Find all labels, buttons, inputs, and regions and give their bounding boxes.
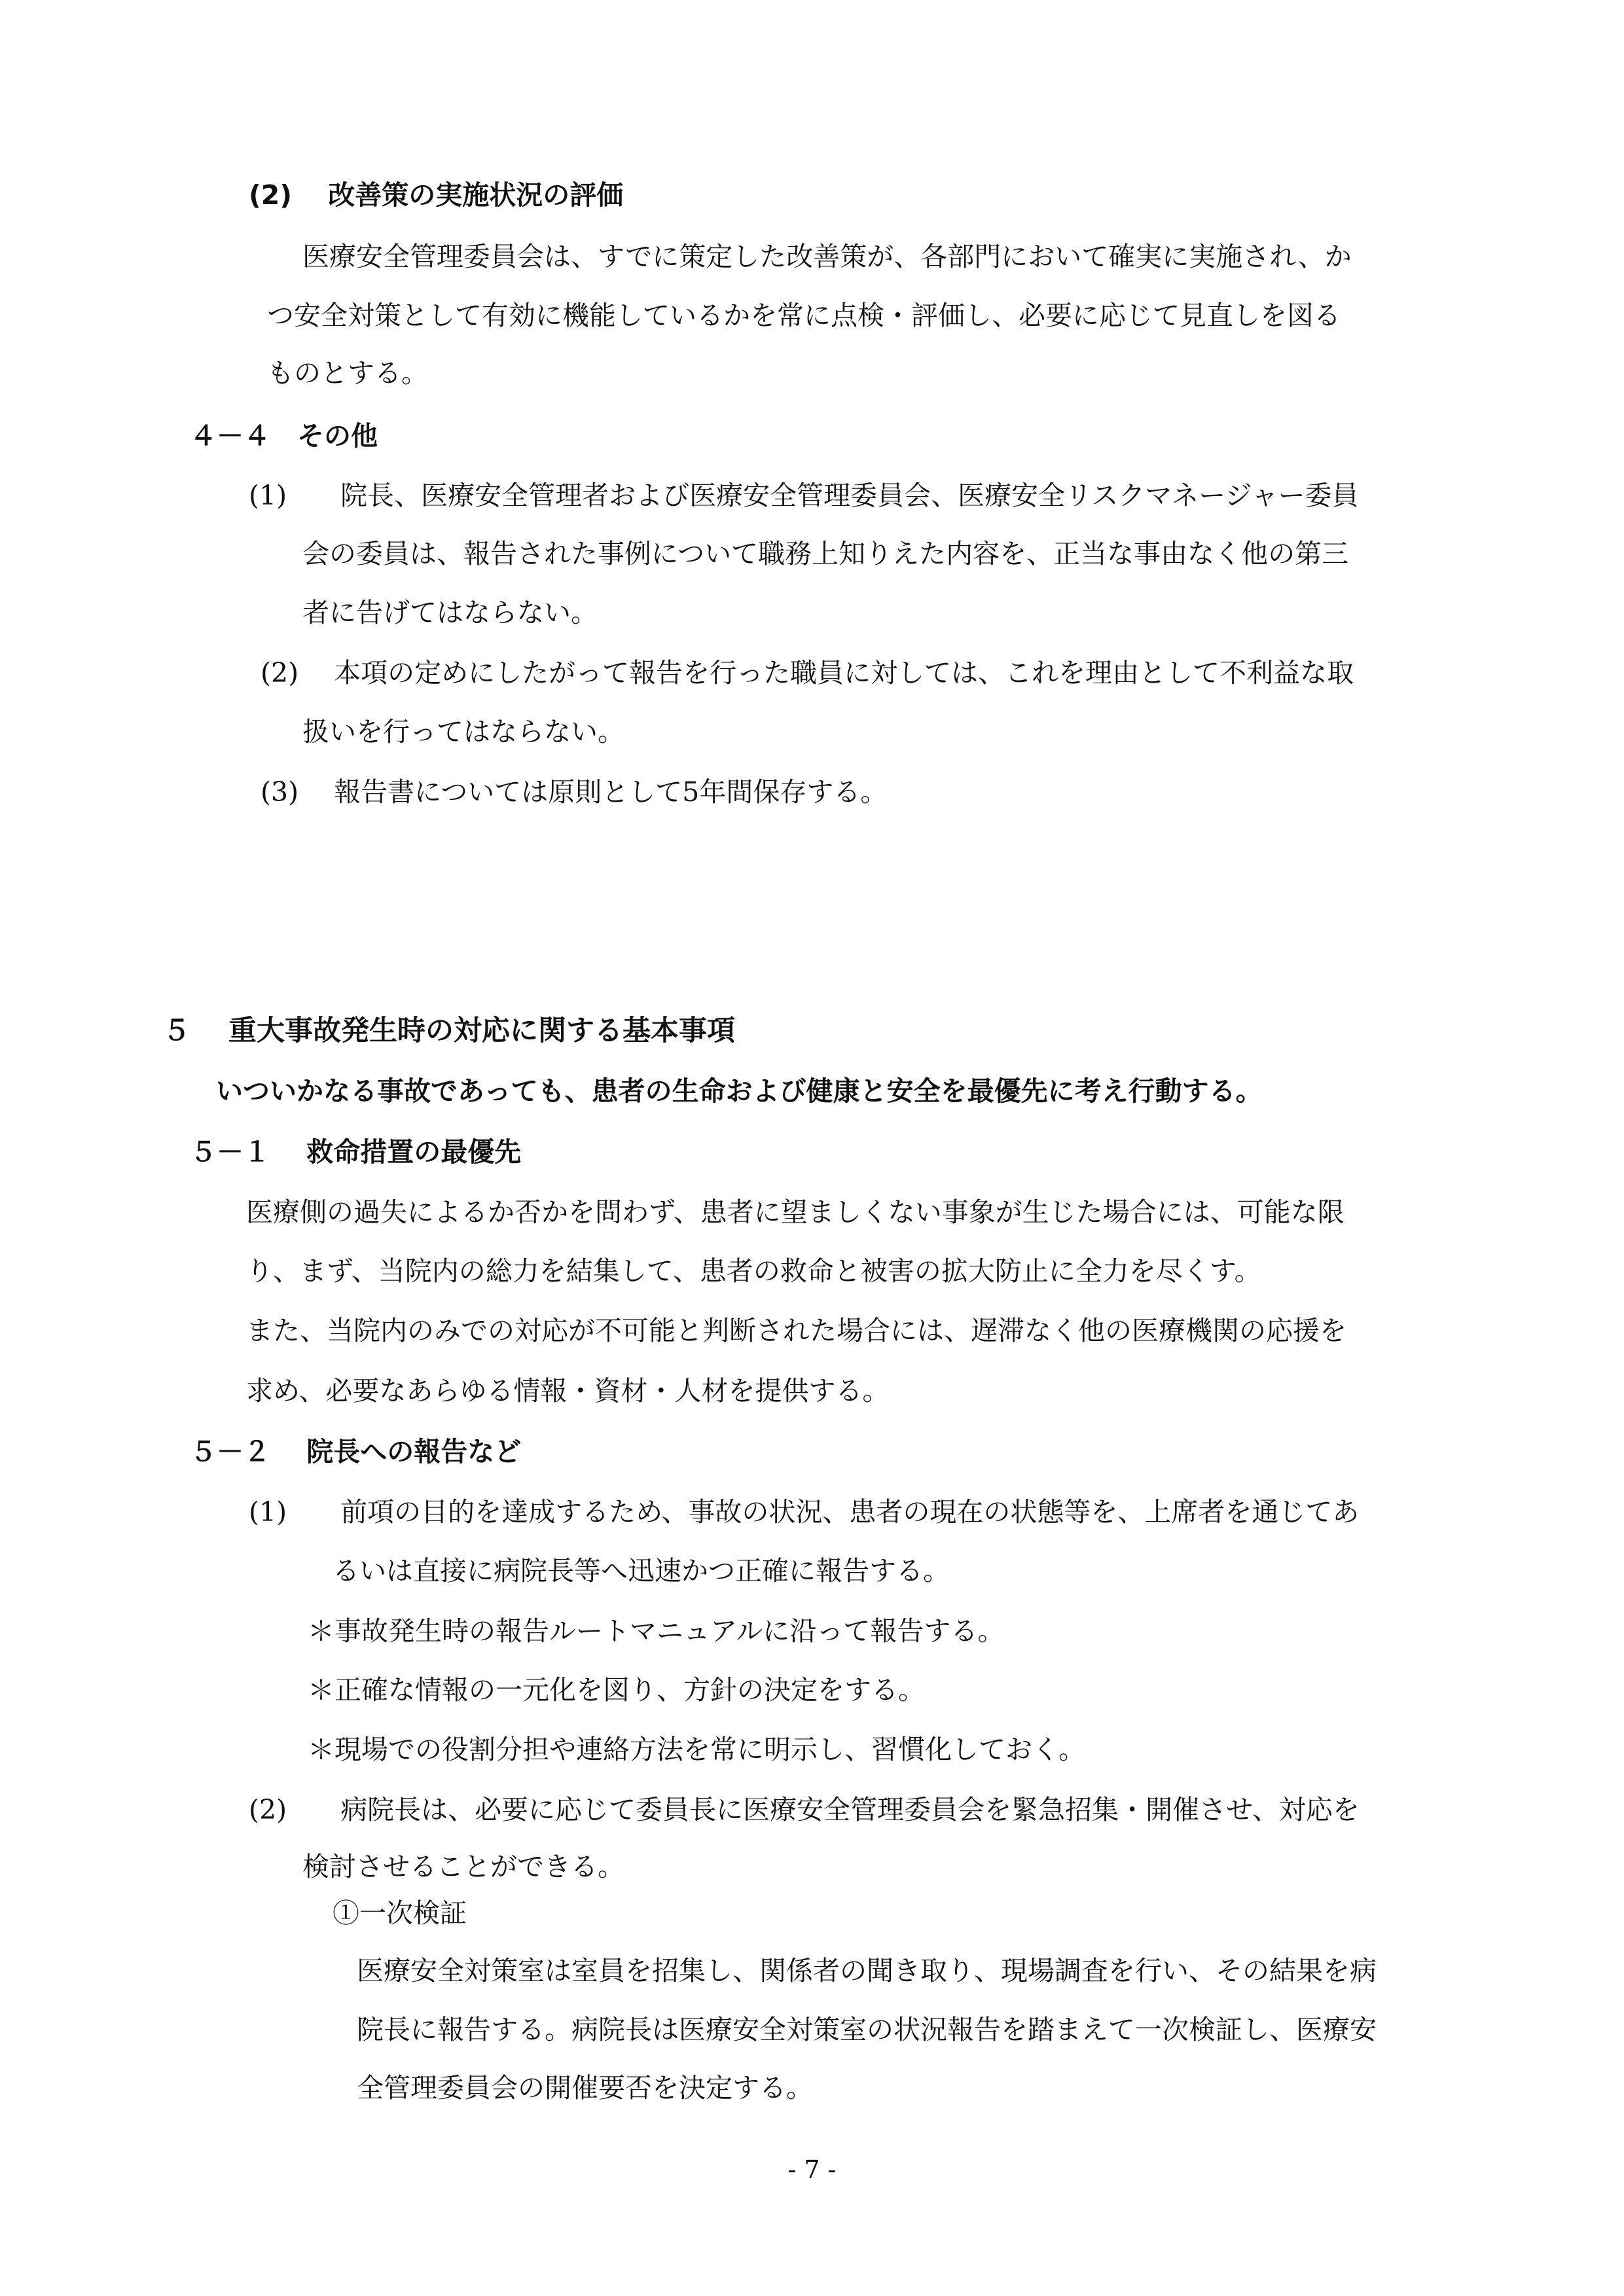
- paragraph-line: 医療安全管理委員会は、すでに策定した改善策が、各部門において確実に実施され、か: [302, 241, 1352, 272]
- page-number: - 7 -: [787, 2155, 837, 2184]
- section-heading: ５－１ 救命措置の最優先: [190, 1136, 522, 1168]
- paragraph-line: 医療側の過失によるか否かを問わず、患者に望ましくない事象が生じた場合には、可能な限: [246, 1196, 1344, 1228]
- paragraph-line: 医療安全対策室は室員を招集し、関係者の聞き取り、現場調査を行い、その結果を病: [357, 1955, 1377, 1986]
- paragraph-line: 求め、必要なあらゆる情報・資材・人材を提供する。: [246, 1375, 890, 1407]
- list-item-line: (1) 院長、医療安全管理者および医療安全管理委員会、医療安全リスクマネージャー委員: [249, 480, 1359, 511]
- section-heading: ５－２ 院長への報告など: [190, 1436, 522, 1467]
- bullet-line: ＊正確な情報の一元化を図り、方針の決定をする。: [308, 1674, 925, 1706]
- bullet-line: ＊現場での役割分担や連絡方法を常に明示し、習慣化しておく。: [308, 1734, 1086, 1765]
- list-item-line: 会の委員は、報告された事例について職務上知りえた内容を、正当な事由なく他の第三: [302, 538, 1349, 569]
- list-item-line: 者に告げてはならない。: [302, 597, 598, 628]
- paragraph-line: 院長に報告する。病院長は医療安全対策室の状況報告を踏まえて一次検証し、医療安: [357, 2014, 1377, 2045]
- paragraph-line: つ安全対策として有効に機能しているかを常に点検・評価し、必要に応じて見直しを図る: [267, 300, 1341, 331]
- list-item-line: 検討させることができる。: [302, 1851, 624, 1882]
- list-item-line: (1) 前項の目的を達成するため、事故の状況、患者の現在の状態等を、上席者を通じてあ: [249, 1496, 1360, 1528]
- list-item-line: (2) 本項の定めにしたがって報告を行った職員に対しては、これを理由として不利益な取: [261, 657, 1354, 689]
- subitem-heading: ①一次検証: [333, 1897, 467, 1929]
- subsection-heading: (2) 改善策の実施状況の評価: [249, 179, 624, 211]
- section-heading: ４－４ その他: [190, 420, 378, 452]
- chapter-heading: ５ 重大事故発生時の対応に関する基本事項: [162, 1014, 735, 1047]
- paragraph-line: り、まず、当院内の総力を結集して、患者の救命と被害の拡大防止に全力を尽くす。: [246, 1255, 1261, 1287]
- list-item-line: 扱いを行ってはならない。: [302, 716, 624, 747]
- paragraph-line: また、当院内のみでの対応が不可能と判断された場合には、遅滞なく他の医療機関の応援を: [246, 1315, 1346, 1346]
- list-item-line: (3) 報告書については原則として5年間保存する。: [261, 776, 888, 808]
- list-item-line: るいは直接に病院長等へ迅速かつ正確に報告する。: [333, 1555, 950, 1587]
- chapter-lead: いついかなる事故であっても、患者の生命および健康と安全を最優先に考え行動する。: [216, 1075, 1263, 1107]
- list-item-line: (2) 病院長は、必要に応じて委員長に医療安全管理委員会を緊急招集・開催させ、対応を: [249, 1794, 1360, 1825]
- bullet-line: ＊事故発生時の報告ルートマニュアルに沿って報告する。: [308, 1615, 1005, 1647]
- paragraph-line: 全管理委員会の開催要否を決定する。: [357, 2072, 813, 2104]
- paragraph-line: ものとする。: [267, 357, 428, 389]
